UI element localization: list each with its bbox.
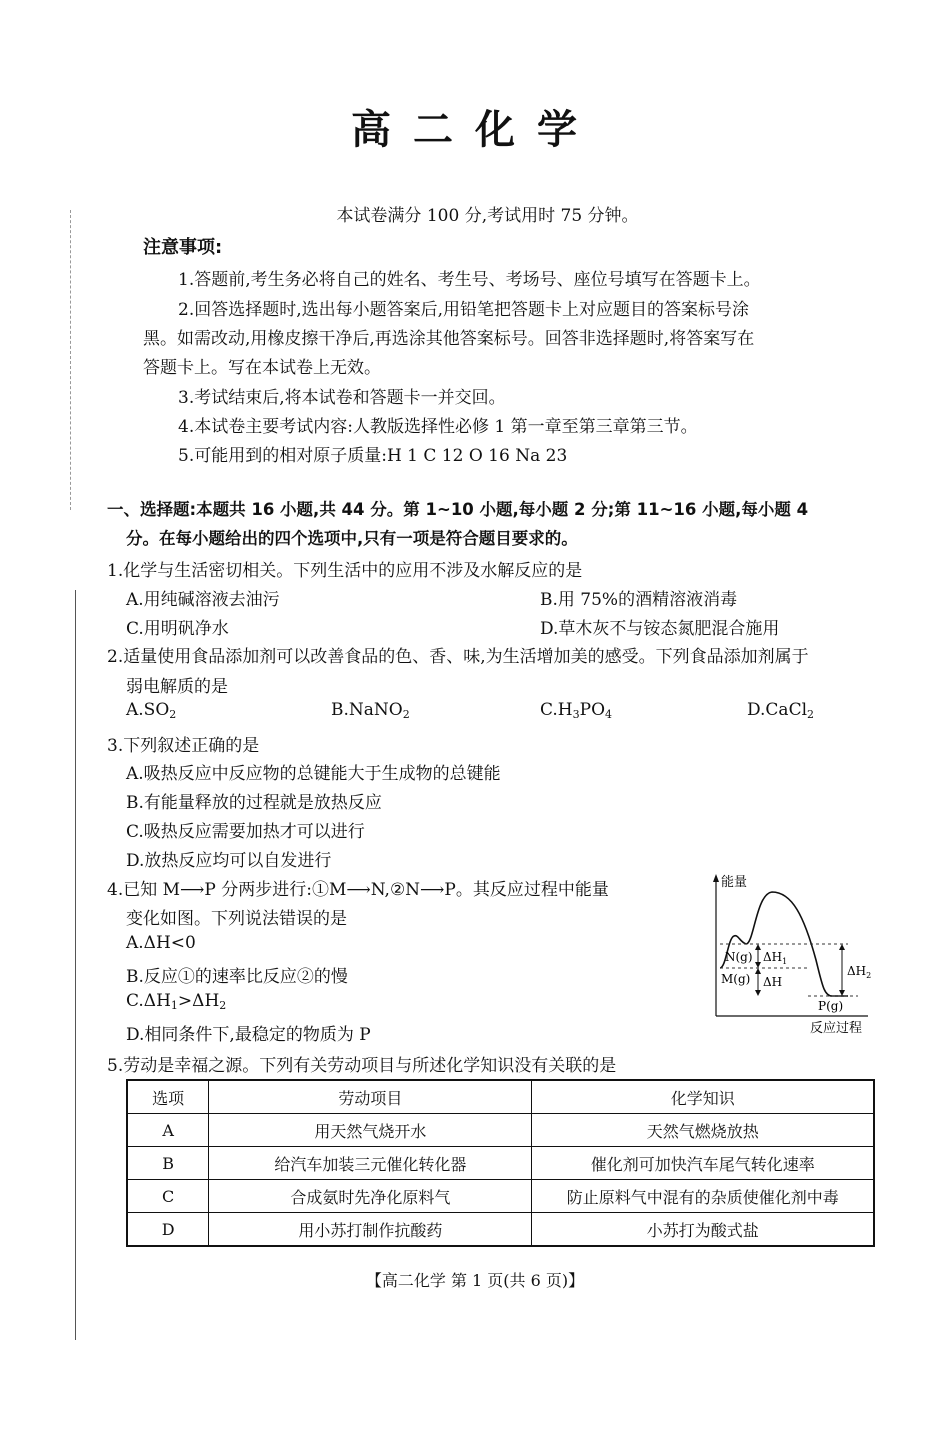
notice-item: 5.可能用到的相对原子质量:H 1 C 12 O 16 Na 23 bbox=[178, 446, 568, 466]
y-axis-arrow-icon bbox=[713, 874, 719, 882]
notice-item: 答题卡上。写在本试卷上无效。 bbox=[143, 358, 381, 378]
binding-margin-dashes bbox=[70, 210, 72, 510]
table-header-row bbox=[127, 1080, 874, 1114]
notice-item: 1.答题前,考生务必将自己的姓名、考生号、考场号、座位号填写在答题卡上。 bbox=[178, 270, 761, 290]
question-3-option-b: B.有能量释放的过程就是放热反应 bbox=[126, 793, 382, 813]
table-row bbox=[127, 1213, 874, 1247]
binding-margin-line bbox=[75, 590, 76, 1340]
table-cell: 天然气燃烧放热 bbox=[532, 1114, 874, 1147]
table-row bbox=[127, 1180, 874, 1213]
table-cell: A bbox=[127, 1114, 209, 1147]
page-title: 高二化学 bbox=[351, 107, 599, 153]
exam-info: 本试卷满分 100 分,考试用时 75 分钟。 bbox=[336, 206, 639, 226]
question-4-option-c: $C.\Delta H_1>\Delta H_2$ bbox=[126, 991, 227, 1012]
table-cell: C bbox=[127, 1180, 209, 1213]
notice-heading: 注意事项: bbox=[143, 237, 223, 258]
question-2-option-b: B.NaNO$_2$ bbox=[331, 700, 410, 721]
table-row bbox=[127, 1147, 874, 1180]
notice-item: 2.回答选择题时,选出每小题答案后,用铅笔把答题卡上对应题目的答案标号涂 bbox=[178, 300, 750, 320]
question-3-option-a: A.吸热反应中反应物的总键能大于生成物的总键能 bbox=[126, 764, 501, 784]
arrow-down-icon bbox=[755, 962, 761, 968]
arrow-down-icon bbox=[839, 990, 845, 996]
question-1-option-d: D.草木灰不与铵态氮肥混合施用 bbox=[540, 619, 780, 639]
question-1-option-c: C.用明矾净水 bbox=[126, 619, 229, 639]
dh-label: ΔH bbox=[763, 975, 783, 989]
notice-item: 黑。如需改动,用橡皮擦干净后,再选涂其他答案标号。回答非选择题时,将答案写在 bbox=[143, 329, 755, 349]
energy-diagram bbox=[708, 872, 880, 1038]
dh1-label: $\Delta H_1$ bbox=[763, 950, 788, 966]
question-4-stem: 变化如图。下列说法错误的是 bbox=[126, 909, 347, 929]
question-4-option-d: D.相同条件下,最稳定的物质为 P bbox=[126, 1025, 371, 1045]
table-cell: 小苏打为酸式盐 bbox=[532, 1213, 874, 1247]
table-cell: 给汽车加装三元催化转化器 bbox=[209, 1147, 532, 1180]
page-footer: 【高二化学 第 1 页(共 6 页)】 bbox=[365, 1271, 585, 1290]
table-cell: 催化剂可加快汽车尾气转化速率 bbox=[532, 1147, 874, 1180]
question-4-option-a: A.ΔH<0 bbox=[126, 933, 196, 953]
table-cell: 合成氨时先净化原料气 bbox=[209, 1180, 532, 1213]
arrow-down-icon bbox=[755, 990, 761, 996]
arrow-up-icon bbox=[755, 944, 761, 950]
question-2-option-d: D.CaCl$_2$ bbox=[747, 700, 815, 721]
table-header-cell: 化学知识 bbox=[532, 1080, 874, 1114]
question-3-stem: 3.下列叙述正确的是 bbox=[107, 736, 260, 756]
m-state-label: M(g) bbox=[721, 972, 751, 986]
notice-item: 4.本试卷主要考试内容:人教版选择性必修 1 第一章至第三章第三节。 bbox=[178, 417, 698, 437]
y-axis-label: 能量 bbox=[721, 875, 748, 890]
table-header-cell: 选项 bbox=[127, 1080, 209, 1114]
table-cell: 用天然气烧开水 bbox=[209, 1114, 532, 1147]
table-cell: 防止原料气中混有的杂质使催化剂中毒 bbox=[532, 1180, 874, 1213]
p-state-label: P(g) bbox=[818, 999, 844, 1013]
table-header-cell: 劳动项目 bbox=[209, 1080, 532, 1114]
question-1-stem: 1.化学与生活密切相关。下列生活中的应用不涉及水解反应的是 bbox=[107, 561, 583, 581]
table-cell: B bbox=[127, 1147, 209, 1180]
question-4-option-b: B.反应①的速率比反应②的慢 bbox=[126, 967, 348, 987]
question-1-option-a: A.用纯碱溶液去油污 bbox=[126, 590, 280, 610]
question-2-option-c: $C.H_3PO_4$ bbox=[540, 700, 613, 721]
n-state-label: N(g) bbox=[725, 950, 753, 964]
question-2-stem: 2.适量使用食品添加剂可以改善食品的色、香、味,为生活增加美的感受。下列食品添加剂属于 bbox=[107, 647, 809, 667]
question-3-option-d: D.放热反应均可以自发进行 bbox=[126, 851, 332, 871]
question-2-option-a: $A.SO_2$ bbox=[126, 700, 177, 721]
question-1-option-b: B.用 75%的酒精溶液消毒 bbox=[540, 590, 738, 610]
table-cell: 用小苏打制作抗酸药 bbox=[209, 1213, 532, 1247]
arrow-up-icon bbox=[755, 968, 761, 974]
question-5-stem: 5.劳动是幸福之源。下列有关劳动项目与所述化学知识没有关联的是 bbox=[107, 1056, 617, 1076]
question-4-stem: 4.已知 M⟶P 分两步进行:①M⟶N,②N⟶P。其反应过程中能量 bbox=[107, 880, 609, 900]
question-2-stem: 弱电解质的是 bbox=[126, 677, 228, 697]
question-5-table bbox=[126, 1079, 875, 1247]
x-axis-label: 反应过程 bbox=[810, 1021, 863, 1036]
section-heading: 分。在每小题给出的四个选项中,只有一项是符合题目要求的。 bbox=[126, 529, 578, 548]
table-row bbox=[127, 1114, 874, 1147]
question-3-option-c: C.吸热反应需要加热才可以进行 bbox=[126, 822, 365, 842]
section-heading: 一、选择题:本题共 16 小题,共 44 分。第 1~10 小题,每小题 2 分;第 11~16 小题,每小题 4 bbox=[107, 500, 809, 519]
table-cell: D bbox=[127, 1213, 209, 1247]
dh2-label: $\Delta H_2$ bbox=[847, 964, 872, 980]
notice-item: 3.考试结束后,将本试卷和答题卡一并交回。 bbox=[178, 388, 506, 408]
arrow-up-icon bbox=[839, 944, 845, 950]
